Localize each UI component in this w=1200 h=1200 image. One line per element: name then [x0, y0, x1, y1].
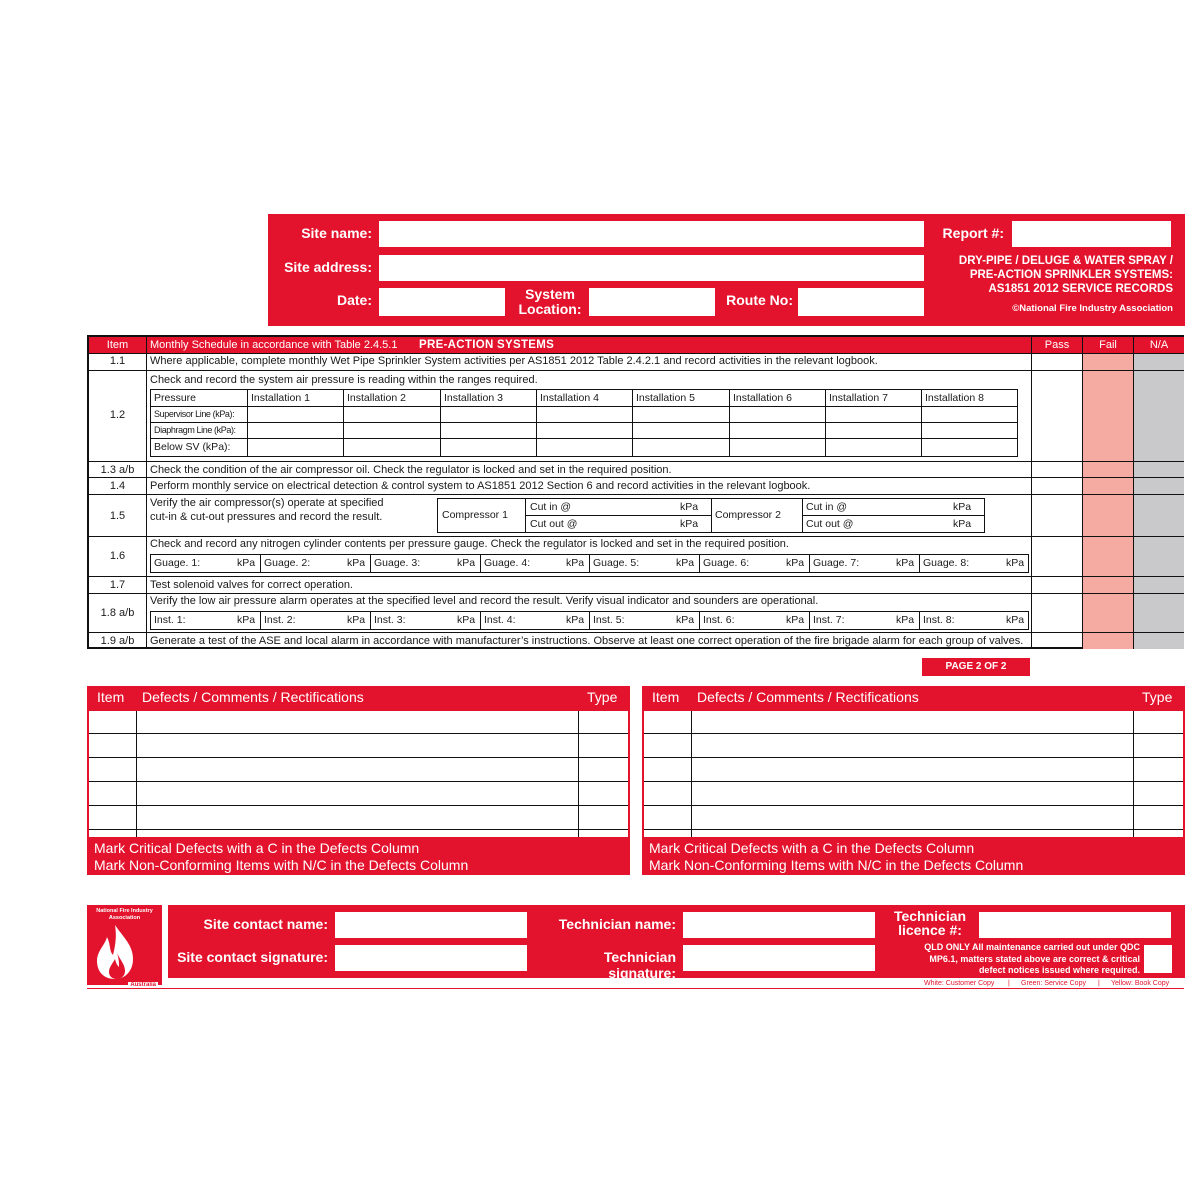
- form-title-line: AS1851 2012 SERVICE RECORDS: [988, 283, 1173, 295]
- report-number-field[interactable]: [1012, 221, 1171, 247]
- kpa-unit: kPa: [347, 614, 366, 626]
- inst-label: Inst. 8:: [923, 614, 955, 626]
- divider: [729, 390, 730, 456]
- divider: [260, 612, 261, 629]
- divider: [578, 711, 579, 837]
- item-text: Verify the low air pressure alarm operates at the specified level and record the result. Verify visual indicator and sounders are operational.: [150, 595, 819, 607]
- qld-note-line: MP6.1, matters stated above are correct & critical: [929, 953, 1140, 964]
- installation-header: Installation 2: [347, 392, 406, 404]
- divider: [89, 593, 1184, 594]
- item-number: 1.9 a/b: [100, 635, 135, 647]
- divider: [370, 555, 371, 572]
- kpa-unit: kPa: [786, 557, 805, 569]
- copy-separator: |: [1008, 980, 1010, 987]
- defects-footer: [642, 837, 1185, 875]
- col-pass-header: Pass: [1032, 337, 1082, 353]
- qld-note-line: defect notices issued where required.: [978, 965, 1140, 975]
- divider: [919, 612, 920, 629]
- item-text: cut-in & cut-out pressures and record the result.: [150, 511, 383, 523]
- copyright: ©National Fire Industry Association: [1012, 303, 1173, 314]
- kpa-unit: kPa: [953, 501, 972, 513]
- kpa-unit: kPa: [953, 518, 972, 530]
- logo-country: Australia: [130, 982, 156, 988]
- page-number-badge: PAGE 2 OF 2: [922, 658, 1030, 676]
- system-location-field[interactable]: [589, 288, 715, 316]
- flame-icon: [93, 923, 139, 981]
- kpa-unit: kPa: [896, 557, 915, 569]
- logo-text: [89, 908, 160, 922]
- fail-column[interactable]: [1083, 353, 1133, 649]
- defects-panel-right: [642, 686, 1185, 890]
- item-number: 1.6: [109, 550, 126, 562]
- installation-header: Installation 7: [829, 392, 888, 404]
- signoff-panel: [168, 905, 1185, 981]
- copy-white: White: Customer Copy: [924, 980, 995, 987]
- kpa-unit: kPa: [566, 557, 585, 569]
- defects-col-comments: Defects / Comments / Rectifications: [142, 689, 364, 705]
- gauge-label: Guage. 2:: [264, 557, 311, 569]
- kpa-unit: kPa: [457, 614, 476, 626]
- divider: [589, 555, 590, 572]
- qld-note: [868, 942, 1140, 977]
- kpa-unit: kPa: [676, 614, 695, 626]
- inst-label: Inst. 5:: [593, 614, 625, 626]
- divider: [802, 515, 984, 516]
- item-text: Check the condition of the air compressor oil. Check the regulator is locked and set in the required position.: [150, 464, 672, 476]
- technician-licence-field[interactable]: [979, 912, 1171, 938]
- report-header: [268, 214, 1185, 326]
- inst-label: Inst. 7:: [813, 614, 845, 626]
- schedule-table: [87, 335, 1184, 649]
- item-text: Verify the air compressor(s) operate at specified: [150, 497, 384, 509]
- cut-out-label: Cut out @: [806, 518, 854, 530]
- divider: [1133, 337, 1134, 649]
- gauge-label: Guage. 6:: [703, 557, 750, 569]
- divider: [1031, 337, 1032, 649]
- item-number: 1.2: [109, 409, 126, 421]
- na-column[interactable]: [1134, 353, 1184, 649]
- pressure-row-label: Diaphragm Line (kPa):: [154, 425, 236, 435]
- system-label-line2: Location:: [518, 301, 582, 317]
- divider: [151, 422, 1017, 423]
- divider: [89, 477, 1184, 478]
- inst-label: Inst. 1:: [154, 614, 186, 626]
- compressor-1-label: Compressor 1: [442, 509, 508, 521]
- defects-grid[interactable]: [642, 709, 1185, 839]
- item-number: 1.7: [109, 579, 126, 591]
- divider: [89, 494, 1184, 495]
- item-text: Where applicable, complete monthly Wet Pipe Sprinkler System activities per AS1851 2012 Table 2.4.2.1 and record activities in the relevant logbook.: [150, 355, 878, 367]
- divider: [1133, 711, 1134, 837]
- divider: [644, 805, 1183, 806]
- cut-in-label: Cut in @: [806, 501, 848, 513]
- defects-note: Mark Non-Conforming Items with N/C in the Defects Column: [649, 857, 1024, 873]
- installation-header: Installation 3: [444, 392, 503, 404]
- divider: [711, 499, 712, 532]
- form-title-line: PRE-ACTION SPRINKLER SYSTEMS:: [969, 269, 1173, 281]
- kpa-unit: kPa: [680, 518, 699, 530]
- system-location-label: [516, 287, 584, 317]
- site-name-label: Site name:: [301, 225, 372, 241]
- divider: [89, 829, 628, 830]
- divider: [480, 612, 481, 629]
- divider: [699, 612, 700, 629]
- divider: [151, 438, 1017, 439]
- date-label: Date:: [336, 292, 372, 308]
- divider: [525, 515, 711, 516]
- report-number-label: Report #:: [942, 225, 1004, 241]
- section-title: PRE-ACTION SYSTEMS: [419, 337, 619, 353]
- divider: [699, 555, 700, 572]
- item-text: Check and record any nitrogen cylinder contents per pressure gauge. Check the regulator is locked and set in the required position.: [150, 538, 789, 550]
- divider: [1082, 337, 1083, 649]
- technician-signature-field[interactable]: [683, 945, 875, 971]
- licence-line: licence #:: [898, 922, 962, 938]
- defects-note: Mark Non-Conforming Items with N/C in the Defects Column: [94, 857, 469, 873]
- technician-name-field[interactable]: [683, 912, 875, 938]
- copy-green: Green: Service Copy: [1021, 980, 1086, 987]
- divider: [89, 370, 1184, 371]
- site-contact-signature-field[interactable]: [335, 945, 527, 971]
- gauge-label: Guage. 8:: [923, 557, 970, 569]
- technician-name-label: Technician name:: [558, 916, 676, 932]
- divider: [632, 390, 633, 456]
- gauge-label: Guage. 7:: [813, 557, 860, 569]
- col-fail-header: Fail: [1083, 337, 1133, 353]
- kpa-unit: kPa: [1006, 614, 1025, 626]
- defects-header: [642, 686, 1185, 709]
- gauge-label: Guage. 1:: [154, 557, 201, 569]
- logo-line: Association: [108, 915, 141, 921]
- installation-header: Installation 6: [733, 392, 792, 404]
- col-na-header: N/A: [1134, 337, 1184, 353]
- divider: [89, 805, 628, 806]
- site-address-label: Site address:: [284, 259, 372, 275]
- alarm-grid: [150, 611, 1029, 630]
- divider: [89, 733, 628, 734]
- divider: [644, 733, 1183, 734]
- pressure-row-label: Supervisor Line (kPa):: [154, 409, 235, 419]
- divider: [644, 781, 1183, 782]
- technician-licence-label: [888, 909, 972, 937]
- kpa-unit: kPa: [680, 501, 699, 513]
- kpa-unit: kPa: [457, 557, 476, 569]
- divider: [825, 390, 826, 456]
- defects-note: Mark Critical Defects with a C in the Defects Column: [649, 840, 975, 856]
- pressure-grid: [150, 389, 1018, 457]
- compressor-grid: [437, 498, 985, 533]
- kpa-unit: kPa: [237, 557, 256, 569]
- route-field[interactable]: [798, 288, 924, 316]
- defects-col-type: Type: [587, 689, 618, 705]
- defects-header: [87, 686, 630, 709]
- item-number: 1.1: [109, 355, 126, 367]
- item-text: Test solenoid valves for correct operation.: [150, 579, 353, 591]
- installation-header: Installation 1: [251, 392, 310, 404]
- kpa-unit: kPa: [896, 614, 915, 626]
- system-label-line1: System: [525, 286, 575, 302]
- defects-col-type: Type: [1142, 689, 1173, 705]
- cut-in-label: Cut in @: [530, 501, 572, 513]
- kpa-unit: kPa: [786, 614, 805, 626]
- copy-yellow: Yellow: Book Copy: [1111, 980, 1170, 987]
- inst-label: Inst. 4:: [484, 614, 516, 626]
- inst-label: Inst. 3:: [374, 614, 406, 626]
- divider: [89, 632, 1184, 633]
- compressor-2-label: Compressor 2: [715, 509, 781, 521]
- gauge-label: Guage. 4:: [484, 557, 531, 569]
- divider: [89, 461, 1184, 462]
- divider: [247, 390, 248, 456]
- divider: [89, 576, 1184, 577]
- item-text: Check and record the system air pressure is reading within the ranges required.: [150, 374, 538, 386]
- nfia-logo: [87, 905, 162, 988]
- col-item-header: Item: [89, 337, 146, 353]
- qld-checkbox[interactable]: [1144, 945, 1172, 973]
- form-title: [913, 254, 1173, 296]
- licence-line: Technician: [893, 908, 967, 924]
- defects-grid[interactable]: [87, 709, 630, 839]
- divider: [136, 711, 137, 837]
- gauge-label: Guage. 3:: [374, 557, 421, 569]
- site-address-field[interactable]: [379, 255, 924, 281]
- installation-header: Installation 5: [636, 392, 695, 404]
- divider: [644, 829, 1183, 830]
- divider: [89, 757, 628, 758]
- divider: [440, 390, 441, 456]
- defects-col-comments: Defects / Comments / Rectifications: [697, 689, 919, 705]
- site-contact-signature-label: Site contact signature:: [177, 949, 328, 965]
- technician-signature-label: Technician signature:: [603, 949, 676, 981]
- kpa-unit: kPa: [347, 557, 366, 569]
- defects-note: Mark Critical Defects with a C in the Defects Column: [94, 840, 420, 856]
- item-text: Generate a test of the ASE and local alarm in accordance with manufacturer’s instructions. Observe at least one correct operation of the fire brigade alarm for each group of valves.: [150, 635, 1024, 647]
- site-contact-name-label: Site contact name:: [203, 916, 328, 932]
- divider: [343, 390, 344, 456]
- pressure-header: Pressure: [154, 392, 197, 404]
- item-text: Perform monthly service on electrical detection & control system to AS1851 2012 Section 6 and record activities in the relevant logbook.: [150, 480, 811, 492]
- form-title-line: DRY-PIPE / DELUGE & WATER SPRAY /: [958, 255, 1173, 267]
- divider: [809, 612, 810, 629]
- gauge-label: Guage. 5:: [593, 557, 640, 569]
- divider: [921, 390, 922, 456]
- pressure-row-label: Below SV (kPa):: [154, 441, 231, 453]
- item-number: 1.8 a/b: [100, 607, 135, 619]
- divider: [146, 337, 147, 649]
- date-field[interactable]: [379, 288, 505, 316]
- installation-header: Installation 4: [540, 392, 599, 404]
- col-schedule-header: Monthly Schedule in accordance with Table 2.4.5.1: [150, 337, 430, 353]
- route-label: Route No:: [726, 292, 793, 308]
- divider: [89, 781, 628, 782]
- divider: [589, 612, 590, 629]
- divider: [89, 536, 1184, 537]
- divider: [536, 390, 537, 456]
- item-number: 1.3 a/b: [100, 464, 135, 476]
- qld-note-line: QLD ONLY All maintenance carried out under QDC: [924, 942, 1140, 952]
- divider: [480, 555, 481, 572]
- logo-line: National Fire Industry: [96, 908, 153, 914]
- divider: [87, 988, 1184, 989]
- kpa-unit: kPa: [676, 557, 695, 569]
- site-contact-name-field[interactable]: [335, 912, 527, 938]
- divider: [644, 757, 1183, 758]
- kpa-unit: kPa: [566, 614, 585, 626]
- inst-label: Inst. 6:: [703, 614, 735, 626]
- defects-col-item: Item: [97, 689, 125, 705]
- site-name-field[interactable]: [379, 221, 924, 247]
- defects-panel-left: [87, 686, 630, 890]
- item-number: 1.5: [109, 510, 126, 522]
- kpa-unit: kPa: [1006, 557, 1025, 569]
- divider: [151, 406, 1017, 407]
- defects-footer: [87, 837, 630, 875]
- kpa-unit: kPa: [237, 614, 256, 626]
- divider: [691, 711, 692, 837]
- copy-separator: |: [1098, 980, 1100, 987]
- divider: [89, 353, 1184, 354]
- item-number: 1.4: [109, 480, 126, 492]
- gauge-grid: [150, 554, 1029, 573]
- divider: [809, 555, 810, 572]
- defects-col-item: Item: [652, 689, 680, 705]
- divider: [919, 555, 920, 572]
- cut-out-label: Cut out @: [530, 518, 578, 530]
- divider: [260, 555, 261, 572]
- installation-header: Installation 8: [925, 392, 984, 404]
- inst-label: Inst. 2:: [264, 614, 296, 626]
- divider: [370, 612, 371, 629]
